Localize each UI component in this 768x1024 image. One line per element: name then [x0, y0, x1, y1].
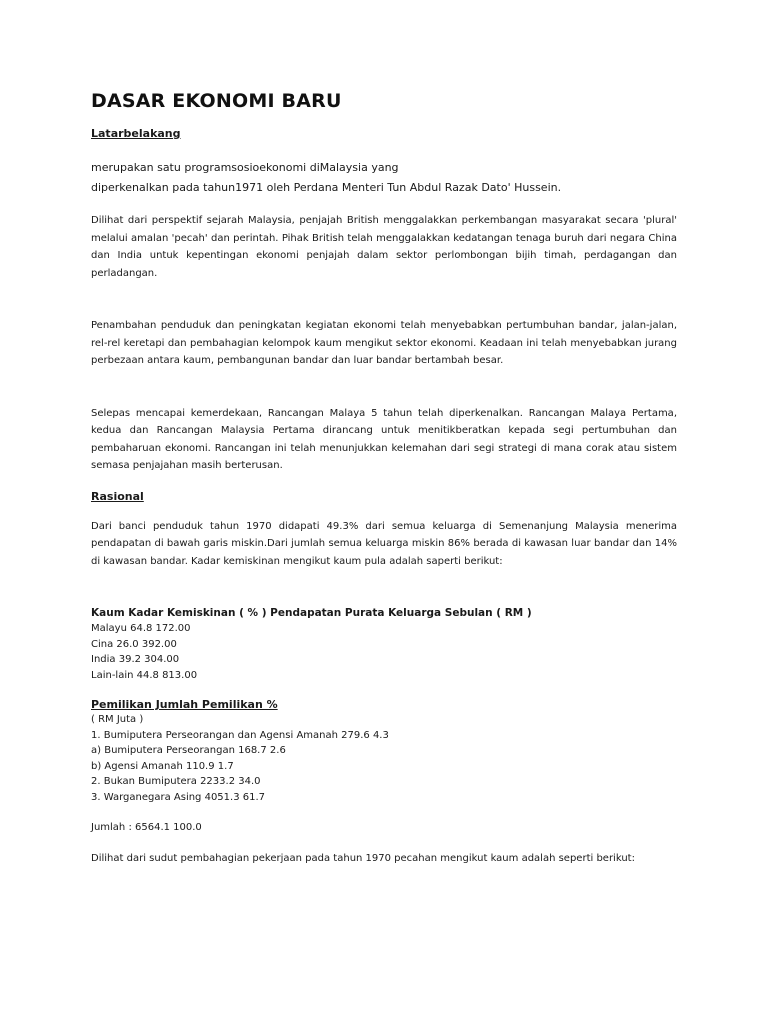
- poverty-table-row: Cina 26.0 392.00: [91, 638, 177, 650]
- page-title: DASAR EKONOMI BARU: [91, 90, 342, 112]
- poverty-table-row: Malayu 64.8 172.00: [91, 623, 191, 634]
- document-content: [91, 88, 677, 867]
- pemilikan-row: 2. Bukan Bumiputera 2233.2 34.0: [91, 776, 261, 787]
- paragraph-penambahan: Penambahan penduduk dan peningkatan kegiatan ekonomi telah menyebabkan pertumbuhan bandar, jalan-jalan, rel-rel keretapi dan pembahagian kelompok kaum mengikut sektor ekonomi. Keadaan ini telah menyebabkan jurang perbezaan antara kaum, pembangunan bandar dan luar bandar bertambah besar.: [91, 320, 677, 366]
- pemilikan-row: 3. Warganegara Asing 4051.3 61.7: [91, 791, 266, 803]
- poverty-table-header: Kaum Kadar Kemiskinan ( % ) Pendapatan Purata Keluarga Sebulan ( RM ): [91, 607, 532, 619]
- poverty-table-row: India 39.2 304.00: [91, 654, 180, 665]
- poverty-table-row: Lain-lain 44.8 813.00: [91, 669, 198, 681]
- heading-pemilikan: Pemilikan Jumlah Pemilikan %: [91, 698, 278, 711]
- paragraph-kemerdekaan: Selepas mencapai kemerdekaan, Rancangan Malaya 5 tahun telah diperkenalkan. Rancangan Malaya Pertama, kedua dan Rancangan Malaysia Pertama dirancang untuk menitikberatkan kepada segi pertumbuhan dan pembaharuan ekonomi. Rancangan ini telah menunjukkan kelemahan dari segi strategi di mana corak atau sistem semasa penjajahan masih berterusan.: [91, 407, 677, 471]
- heading-rasional: Rasional: [91, 489, 144, 503]
- pemilikan-total: Jumlah : 6564.1 100.0: [91, 822, 202, 833]
- pemilikan-table: [91, 728, 677, 806]
- heading-latarbelakang: Latarbelakang: [91, 127, 181, 140]
- pemilikan-row: a) Bumiputera Perseorangan 168.7 2.6: [91, 745, 286, 756]
- pemilikan-row: 1. Bumiputera Perseorangan dan Agensi Amanah 279.6 4.3: [91, 729, 389, 741]
- intro-line-1: merupakan satu programsosioekonomi diMalaysia yang: [91, 161, 399, 174]
- paragraph-banci: Dari banci penduduk tahun 1970 didapati 49.3% dari semua keluarga di Semenanjung Malaysia menerima pendapatan di bawah garis miskin.Dari jumlah semua keluarga miskin 86% berada di kawasan luar bandar dan 14% di kawasan bandar. Kadar kemiskinan mengikut kaum pula adalah saperti berikut:: [91, 520, 677, 567]
- paragraph-sejarah: Dilihat dari perspektif sejarah Malaysia, penjajah British menggalakkan perkembangan masyarakat secara 'plural' melalui amalan 'pecah' dan perintah. Pihak British telah menggalakkan kedatangan tenaga buruh dari negara China dan India untuk kepentingan ekonomi penjajah dalam sektor perlombongan bijih timah, perdagangan dan perladangan.: [91, 215, 677, 279]
- pemilikan-row: b) Agensi Amanah 110.9 1.7: [91, 760, 234, 772]
- intro-line-2: diperkenalkan pada tahun1971 oleh Perdana Menteri Tun Abdul Razak Dato' Hussein.: [91, 181, 562, 194]
- poverty-table: [91, 621, 677, 683]
- paragraph-pekerjaan: Dilihat dari sudut pembahagian pekerjaan pada tahun 1970 pecahan mengikut kaum adalah seperti berikut:: [91, 852, 635, 864]
- pemilikan-unit: ( RM Juta ): [91, 714, 144, 725]
